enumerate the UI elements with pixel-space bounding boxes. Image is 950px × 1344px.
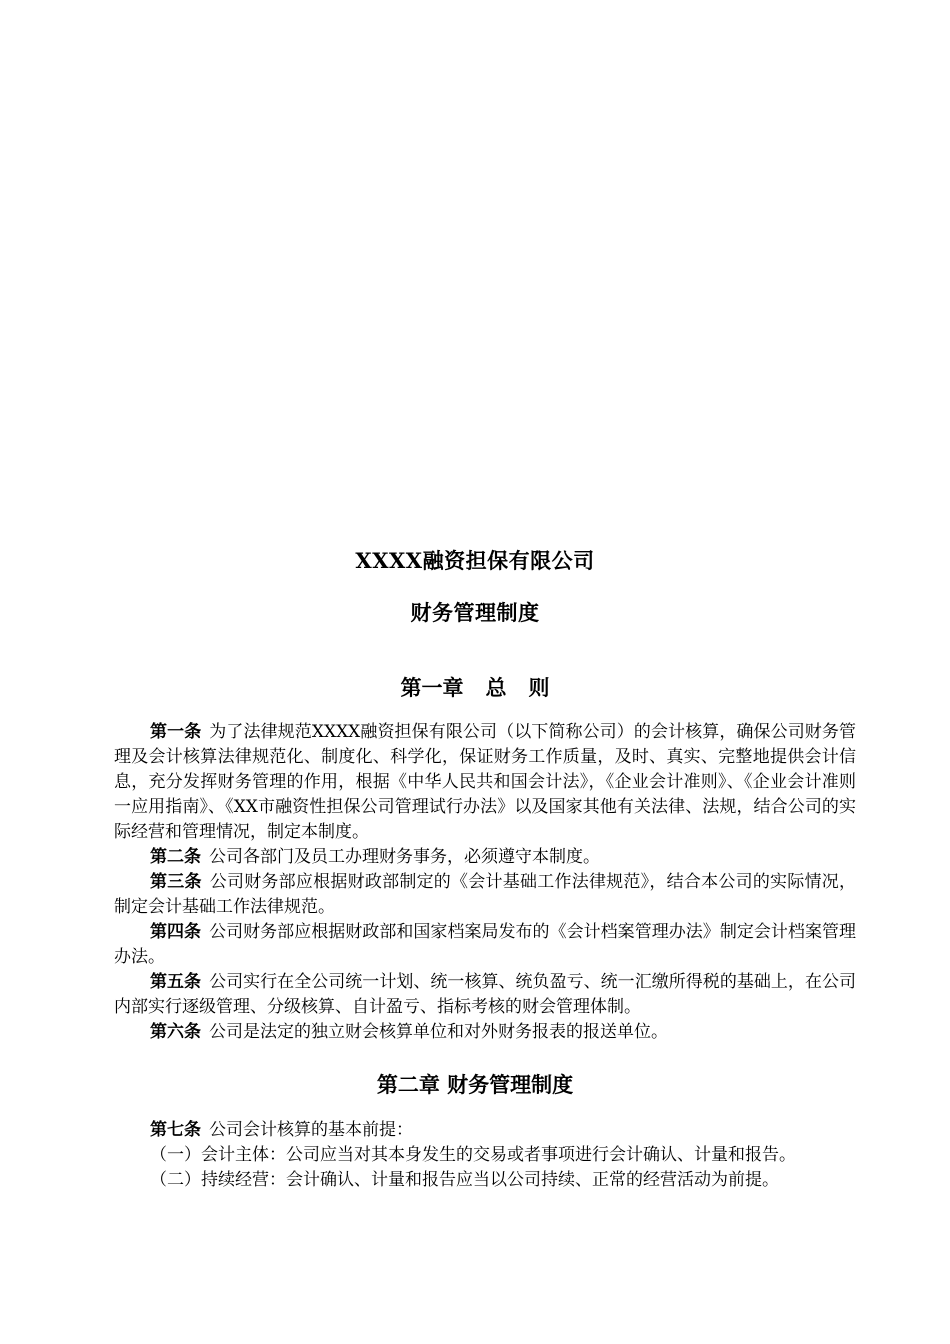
article-4	[114, 920, 856, 970]
article-text: 公司财务部应根据财政部制定的《会计基础工作法律规范》，结合本公司的实际情况，制定会计基础工作法律规范。	[114, 872, 857, 917]
article-7	[114, 1118, 856, 1143]
article-text: 公司会计核算的基本前提：	[209, 1120, 413, 1140]
chapter-1-number: 第一章	[400, 675, 464, 700]
article-text: 公司财务部应根据财政部和国家档案局发布的《会计档案管理办法》制定会计档案管理办法。	[114, 922, 857, 967]
article-label: 第六条	[150, 1022, 201, 1042]
article-label: 第一条	[150, 722, 202, 742]
article-label: 第七条	[150, 1120, 201, 1140]
article-label: 第五条	[150, 972, 202, 992]
chapter-1-title-char-2: 则	[528, 675, 550, 700]
list-item: （一）会计主体：公司应当对其本身发生的交易或者事项进行会计确认、计量和报告。	[150, 1145, 796, 1165]
company-title: XXXX融资担保有限公司	[355, 548, 595, 573]
article-label: 第三条	[150, 872, 202, 892]
list-item: （二）持续经营：会计确认、计量和报告应当以公司持续、正常的经营活动为前提。	[150, 1170, 779, 1190]
article-1	[114, 720, 856, 845]
chapter-1-heading	[0, 672, 950, 702]
article-label: 第二条	[150, 847, 201, 867]
article-5	[114, 970, 856, 1020]
chapter-1-body	[114, 720, 856, 1045]
article-6	[114, 1020, 856, 1045]
article-label: 第四条	[150, 922, 202, 942]
article-2	[114, 845, 856, 870]
article-text: 公司各部门及员工办理财务事务，必须遵守本制度。	[209, 847, 600, 867]
article-text: 公司是法定的独立财会核算单位和对外财务报表的报送单位。	[209, 1022, 668, 1042]
article-text: 公司实行在全公司统一计划、统一核算、统负盈亏、统一汇缴所得税的基础上，在公司内部实行逐级管理、分级核算、自计盈亏、指标考核的财会管理体制。	[114, 972, 857, 1017]
article-3	[114, 870, 856, 920]
article-text: 为了法律规范XXXX融资担保有限公司（以下简称公司）的会计核算，确保公司财务管理及会计核算法律规范化、制度化、科学化，保证财务工作质量，及时、真实、完整地提供会计信息，充分发挥财务管理的作用，根据《中华人民共和国会计法》，《企业会计准则》、《企业会计准则一应用指南》、《XX市融资性担保公司管理试行办法》以及国家其他有关法律、法规，结合公司的实际经营和管理情况，制定本制度。	[114, 722, 857, 842]
chapter-2-heading: 第二章 财务管理制度	[376, 1072, 574, 1097]
chapter-2-body	[114, 1118, 856, 1193]
document-title: 财务管理制度	[410, 600, 540, 625]
chapter-1-title-char-1: 总	[485, 675, 507, 700]
